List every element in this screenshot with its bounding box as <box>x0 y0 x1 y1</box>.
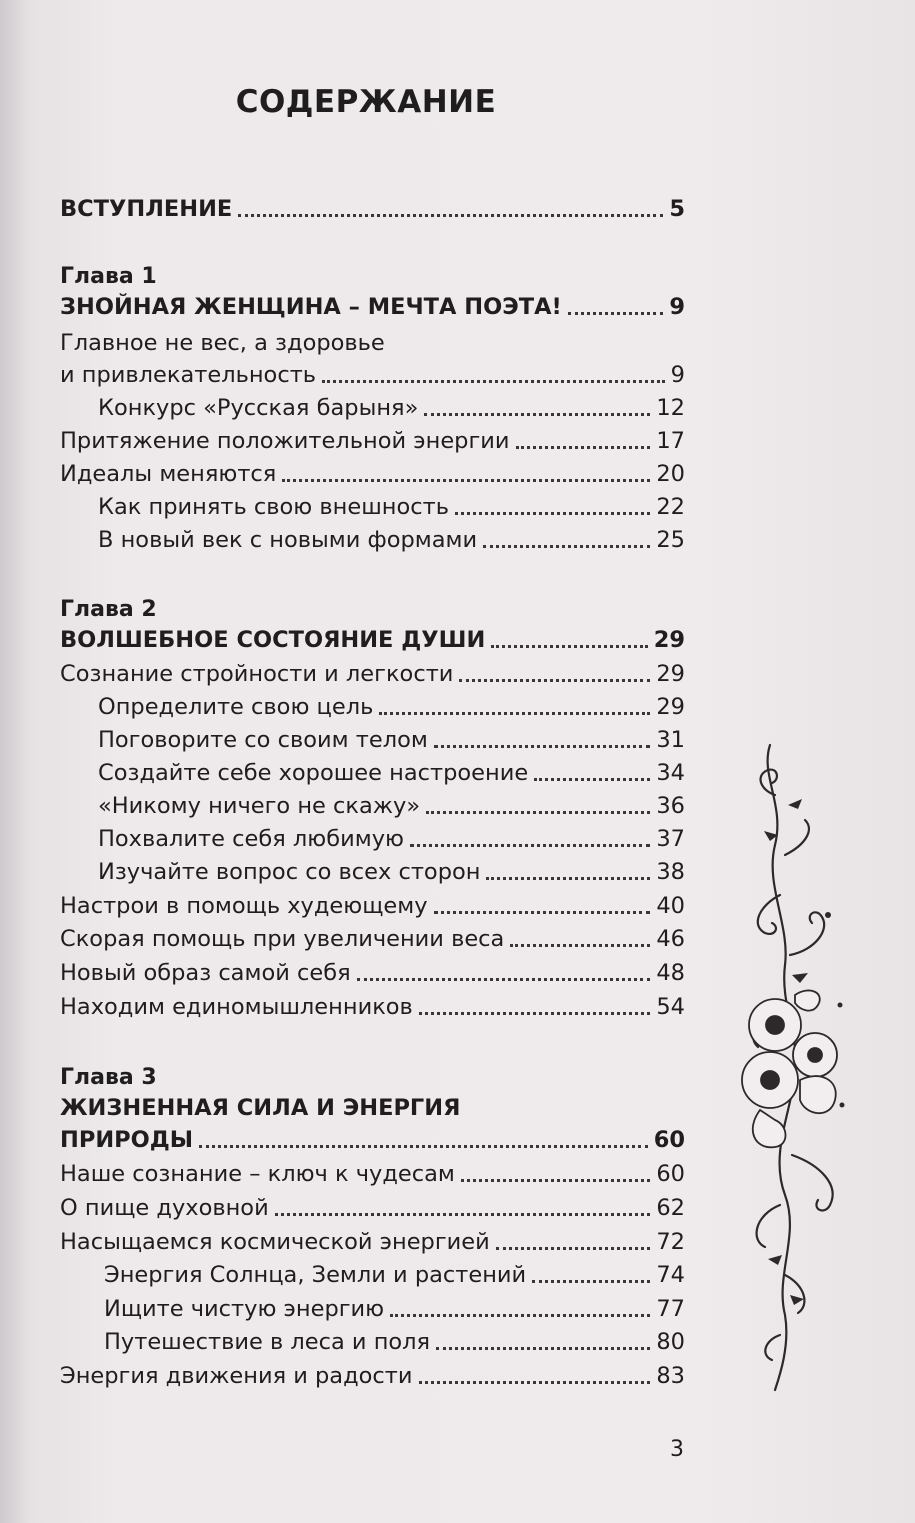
dot-leader <box>491 644 647 648</box>
toc-entry: Ищите чистую энергию 77 <box>104 1296 685 1322</box>
dot-leader <box>419 1380 651 1384</box>
dot-leader <box>419 1011 651 1015</box>
dot-leader <box>424 412 650 416</box>
dot-leader <box>390 1313 650 1317</box>
toc-entry: «Никому ничего не скажу» 36 <box>98 793 685 819</box>
toc-entry: Новый образ самой себя 48 <box>60 960 685 986</box>
toc-entry: Конкурс «Русская барыня» 12 <box>98 395 685 421</box>
dot-leader <box>379 711 650 715</box>
toc-entry-page: 5 <box>669 196 685 222</box>
toc-entry: Насыщаемся космической энергией 72 <box>60 1229 685 1255</box>
dot-leader <box>434 910 651 914</box>
page-title: СОДЕРЖАНИЕ <box>235 84 497 120</box>
toc-entry: Определите свою цель 29 <box>98 694 685 720</box>
toc-entry: Похвалите себя любимую 37 <box>98 826 685 852</box>
toc-entry: Наше сознание – ключ к чудесам 60 <box>60 1161 685 1187</box>
dot-leader <box>459 678 650 682</box>
dot-leader <box>534 777 650 781</box>
floral-ornament-icon <box>730 735 860 1395</box>
dot-leader <box>510 943 650 947</box>
toc-entry: Энергия движения и радости 83 <box>60 1363 685 1389</box>
dot-leader <box>275 1212 651 1216</box>
dot-leader <box>455 511 650 515</box>
toc-entry: Скорая помощь при увеличении веса 46 <box>60 926 685 952</box>
dot-leader <box>426 810 650 814</box>
dot-leader <box>410 843 650 847</box>
dot-leader <box>532 1279 650 1283</box>
toc-entry-label-line1: Главное не вес, а здоровье <box>60 330 385 356</box>
dot-leader <box>282 478 650 482</box>
dot-leader <box>496 1246 651 1250</box>
dot-leader <box>516 445 651 449</box>
dot-leader <box>486 876 650 880</box>
chapter-title: ПРИРОДЫ 60 <box>60 1127 685 1153</box>
toc-entry: Поговорите со своим телом 31 <box>98 727 685 753</box>
chapter-heading: Глава 3 <box>60 1065 157 1090</box>
dot-leader <box>199 1144 648 1148</box>
dot-leader <box>483 544 650 548</box>
toc-entry: Как принять свою внешность 22 <box>98 494 685 520</box>
dot-leader <box>436 1346 650 1350</box>
dot-leader <box>434 744 651 748</box>
toc-entry: Создайте себе хорошее настроение 34 <box>98 760 685 786</box>
toc-entry: Сознание стройности и легкости 29 <box>60 661 685 687</box>
toc-entry-label: ВСТУПЛЕНИЕ <box>60 196 233 222</box>
chapter-title-line1: ЖИЗНЕННАЯ СИЛА И ЭНЕРГИЯ <box>60 1095 461 1121</box>
toc-entry: и привлекательность 9 <box>60 362 685 388</box>
toc-entry: В новый век с новыми формами 25 <box>98 527 685 553</box>
toc-entry: О пище духовной 62 <box>60 1195 685 1221</box>
chapter-heading: Глава 2 <box>60 597 157 622</box>
chapter-heading: Глава 1 <box>60 264 157 289</box>
toc-entry: Путешествие в леса и поля 80 <box>104 1329 685 1355</box>
dot-leader <box>357 977 651 981</box>
dot-leader <box>568 311 664 315</box>
toc-entry: Энергия Солнца, Земли и растений 74 <box>104 1262 685 1288</box>
toc-entry: Притяжение положительной энергии 17 <box>60 428 685 454</box>
dot-leader <box>461 1178 650 1182</box>
dot-leader <box>322 379 665 383</box>
toc-entry: Идеалы меняются 20 <box>60 461 685 487</box>
page-number: 3 <box>670 1437 684 1462</box>
toc-entry: Настрои в помощь худеющему 40 <box>60 893 685 919</box>
chapter-title: ВОЛШЕБНОЕ СОСТОЯНИЕ ДУШИ 29 <box>60 627 685 653</box>
toc-entry: Находим единомышленников 54 <box>60 994 685 1020</box>
toc-entry: Изучайте вопрос со всех сторон 38 <box>98 859 685 885</box>
chapter-title: ЗНОЙНАЯ ЖЕНЩИНА – МЕЧТА ПОЭТА! 9 <box>60 294 685 320</box>
dot-leader <box>238 213 663 217</box>
toc-entry-intro <box>60 192 685 226</box>
